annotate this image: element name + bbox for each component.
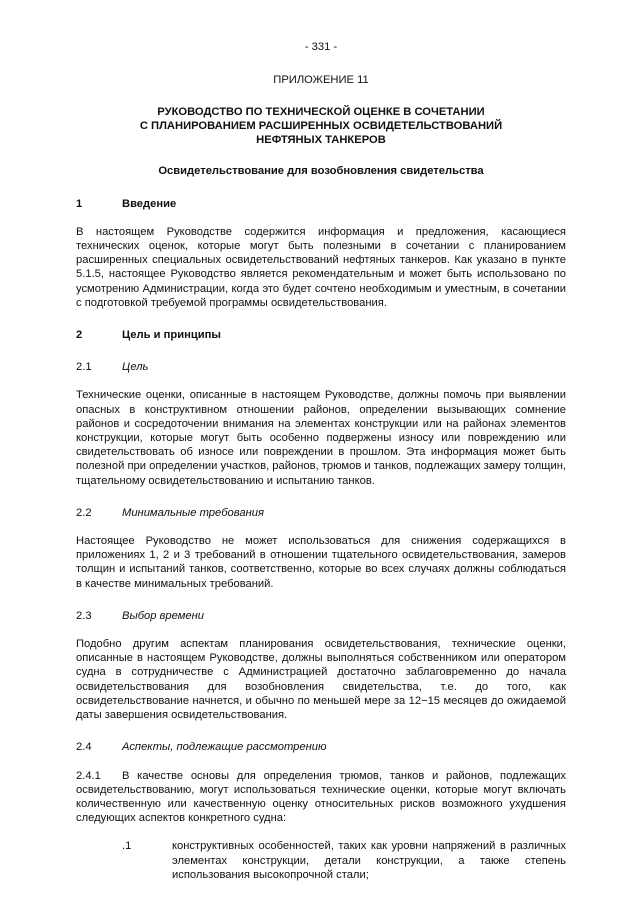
paragraph-number: 2.4.1 xyxy=(76,769,101,782)
annex-label: ПРИЛОЖЕНИЕ 11 xyxy=(273,74,369,87)
document-page xyxy=(76,40,566,882)
title-line: НЕФТЯНЫХ ТАНКЕРОВ xyxy=(256,134,386,147)
document-title xyxy=(76,105,566,147)
page-number: - 331 - xyxy=(304,41,338,53)
subsection-number: 2.2 xyxy=(76,506,92,519)
subsection-number: 2.3 xyxy=(76,609,92,622)
section-2-3-heading xyxy=(76,609,566,623)
list-item xyxy=(76,839,566,882)
section-1-heading xyxy=(76,197,566,211)
paragraph-2-4-1 xyxy=(76,769,566,826)
section-number: 1 xyxy=(76,197,83,210)
list-item-number: .1 xyxy=(122,840,132,853)
section-2-1-heading xyxy=(76,360,566,374)
title-line: РУКОВОДСТВО ПО ТЕХНИЧЕСКОЙ ОЦЕНКЕ В СОЧЕТАНИИ xyxy=(157,106,485,119)
section-title: Цель и принципы xyxy=(122,329,221,342)
subsection-title: Минимальные требования xyxy=(122,506,264,519)
subsection-title: Аспекты, подлежащие рассмотрению xyxy=(122,741,327,754)
document-subtitle: Освидетельствование для возобновления свидетельства xyxy=(158,165,484,178)
section-2-3-text: Подобно другим аспектам планирования освидетельствования, технические оценки, описанные в настоящем Руководстве, должны выполняться собственником или оператором судна в сотрудничестве с Администрацией достаточно заблаговременно до начала освидетельствования для возобновления свидетельства, т.е. до того, как освидетельствование начнется, и обычно по меньшей мере за 12−15 месяцев до ожидаемой даты завершения освидетельствования. xyxy=(76,638,566,722)
subsection-title: Цель xyxy=(122,361,149,374)
section-2-2-heading xyxy=(76,506,566,520)
section-title: Введение xyxy=(122,197,177,210)
subsection-number: 2.4 xyxy=(76,741,92,754)
section-number: 2 xyxy=(76,329,83,342)
title-line: С ПЛАНИРОВАНИЕМ РАСШИРЕННЫХ ОСВИДЕТЕЛЬСТВОВАНИЙ xyxy=(139,120,503,133)
section-2-4-heading xyxy=(76,740,566,754)
section-2-1-text: Технические оценки, описанные в настоящем Руководстве, должны помочь при выявлении опасных в конструктивном отношении районов, определении вызывающих сомнение районов и сосредоточении внимания на элементах конструкции или на районах элементов конструкции, которые могут быть особенно подвержены износу или повреждению или свидетельствовать об износе или повреждении в прошлом. Эта информация может быть полезной при определении участков, районов, трюмов и танков, подлежащих замеру толщин, тщательному освидетельствованию и испытанию танков. xyxy=(76,389,566,487)
section-1-text: В настоящем Руководстве содержится информация и предложения, касающиеся технических оценок, которые могут быть полезными в сочетании с планированием расширенных специальных освидетельствований нефтяных танкеров. Как указано в пункте 5.1.5, настоящее Руководство является рекомендательным и может быть использовано по усмотрению Администрации, когда это будет сочтено необходимым и уместным, в сочетании с подготовкой требуемой программы освидетельствования. xyxy=(76,225,566,309)
subsection-title: Выбор времени xyxy=(122,609,204,622)
paragraph-text: В качестве основы для определения трюмов, танков и районов, подлежащих освидетельствованию, могут использоваться технические оценки, которые могут включать количественную или качественную оценку относительных рисков возможного ухудшения следующих аспектов конкретного судна: xyxy=(76,769,566,825)
section-2-2-text: Настоящее Руководство не может использоваться для снижения содержащихся в приложениях 1, 2 и 3 требований в отношении тщательного освидетельствования, замеров толщин и испытаний танков, соответственно, которые во всех случаях должны соблюдаться в качестве минимальных требований. xyxy=(76,535,566,590)
list-item-text: конструктивных особенностей, таких как уровни напряжений в различных элементах конструкции, детали конструкции, а также степень использования высокопрочной стали; xyxy=(172,840,566,881)
section-2-heading xyxy=(76,328,566,342)
subsection-number: 2.1 xyxy=(76,361,92,374)
